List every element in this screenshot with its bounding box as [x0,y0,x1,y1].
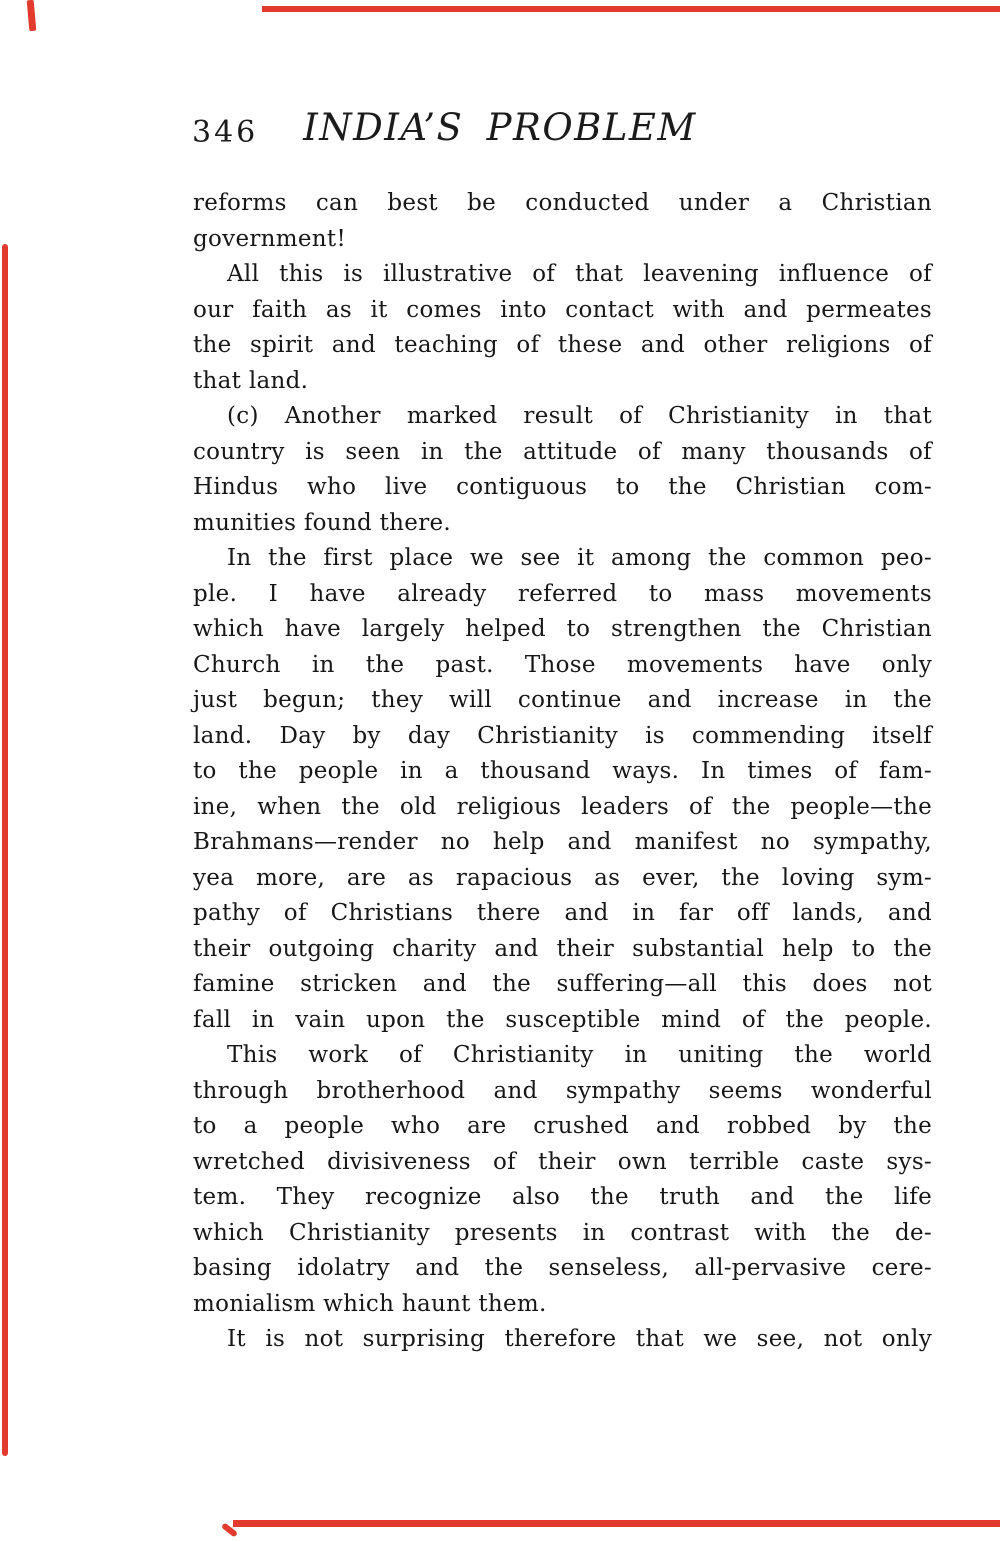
text-line: land. Day by day Christianity is commending itself [193,722,932,749]
text-line: famine stricken and the suffering—all this does not [193,971,932,997]
text-line: our faith as it comes into contact with and permeates [193,296,932,323]
text-line: In the first place we see it among the common peo- [227,545,932,571]
text-line: ple. I have already referred to mass movements [193,580,932,607]
text-line: country is seen in the attitude of many thousands of [193,438,932,465]
text-line: government! [193,225,347,252]
text-line: fall in vain upon the susceptible mind of the people. [193,1006,932,1033]
scan-edge-mark-top-left-tick [27,0,37,31]
text-line: munities found there. [193,509,452,536]
text-line: All this is illustrative of that leavening influence of [227,261,932,287]
text-line: wretched divisiveness of their own terrible caste sys- [193,1148,932,1175]
text-line: to a people who are crushed and robbed by the [193,1113,932,1139]
scan-edge-mark-left [2,244,8,1456]
text-line: Church in the past. Those movements have only [193,651,932,678]
text-line: reforms can best be conducted under a Christian [193,190,932,216]
scan-edge-mark-bottom [233,1520,1000,1527]
running-title: INDIA’S PROBLEM [303,106,697,149]
text-line: that land. [193,367,309,394]
text-line: just begun; they will continue and increase in the [193,687,932,713]
text-line: Brahmans—render no help and manifest no sympathy, [193,829,932,855]
text-line: which Christianity presents in contrast with the de- [193,1219,932,1246]
text-line: to the people in a thousand ways. In times of fam- [193,758,932,784]
text-line: (c) Another marked result of Christianity in that [227,403,932,429]
text-line: their outgoing charity and their substantial help to the [193,935,932,962]
text-line: pathy of Christians there and in far off lands, and [193,900,932,926]
body-text-block [193,186,932,1358]
text-line: the spirit and teaching of these and other religions of [193,332,932,358]
text-line: ine, when the old religious leaders of the people—the [193,793,932,820]
page-number: 346 [192,115,259,150]
text-line: which have largely helped to strengthen the Christian [193,616,932,642]
text-line: through brotherhood and sympathy seems wonderful [193,1077,932,1104]
scan-edge-mark-top [262,6,1000,12]
text-line: tem. They recognize also the truth and the life [193,1184,932,1210]
text-line: yea more, are as rapacious as ever, the loving sym- [193,864,932,891]
text-line: It is not surprising therefore that we see, not only [227,1326,932,1352]
text-line: monialism which haunt them. [193,1290,547,1317]
text-line: This work of Christianity in uniting the world [227,1042,932,1068]
running-head [0,106,1000,156]
text-line: basing idolatry and the senseless, all-pervasive cere- [193,1255,932,1281]
text-line: Hindus who live contiguous to the Christian com- [193,474,932,500]
